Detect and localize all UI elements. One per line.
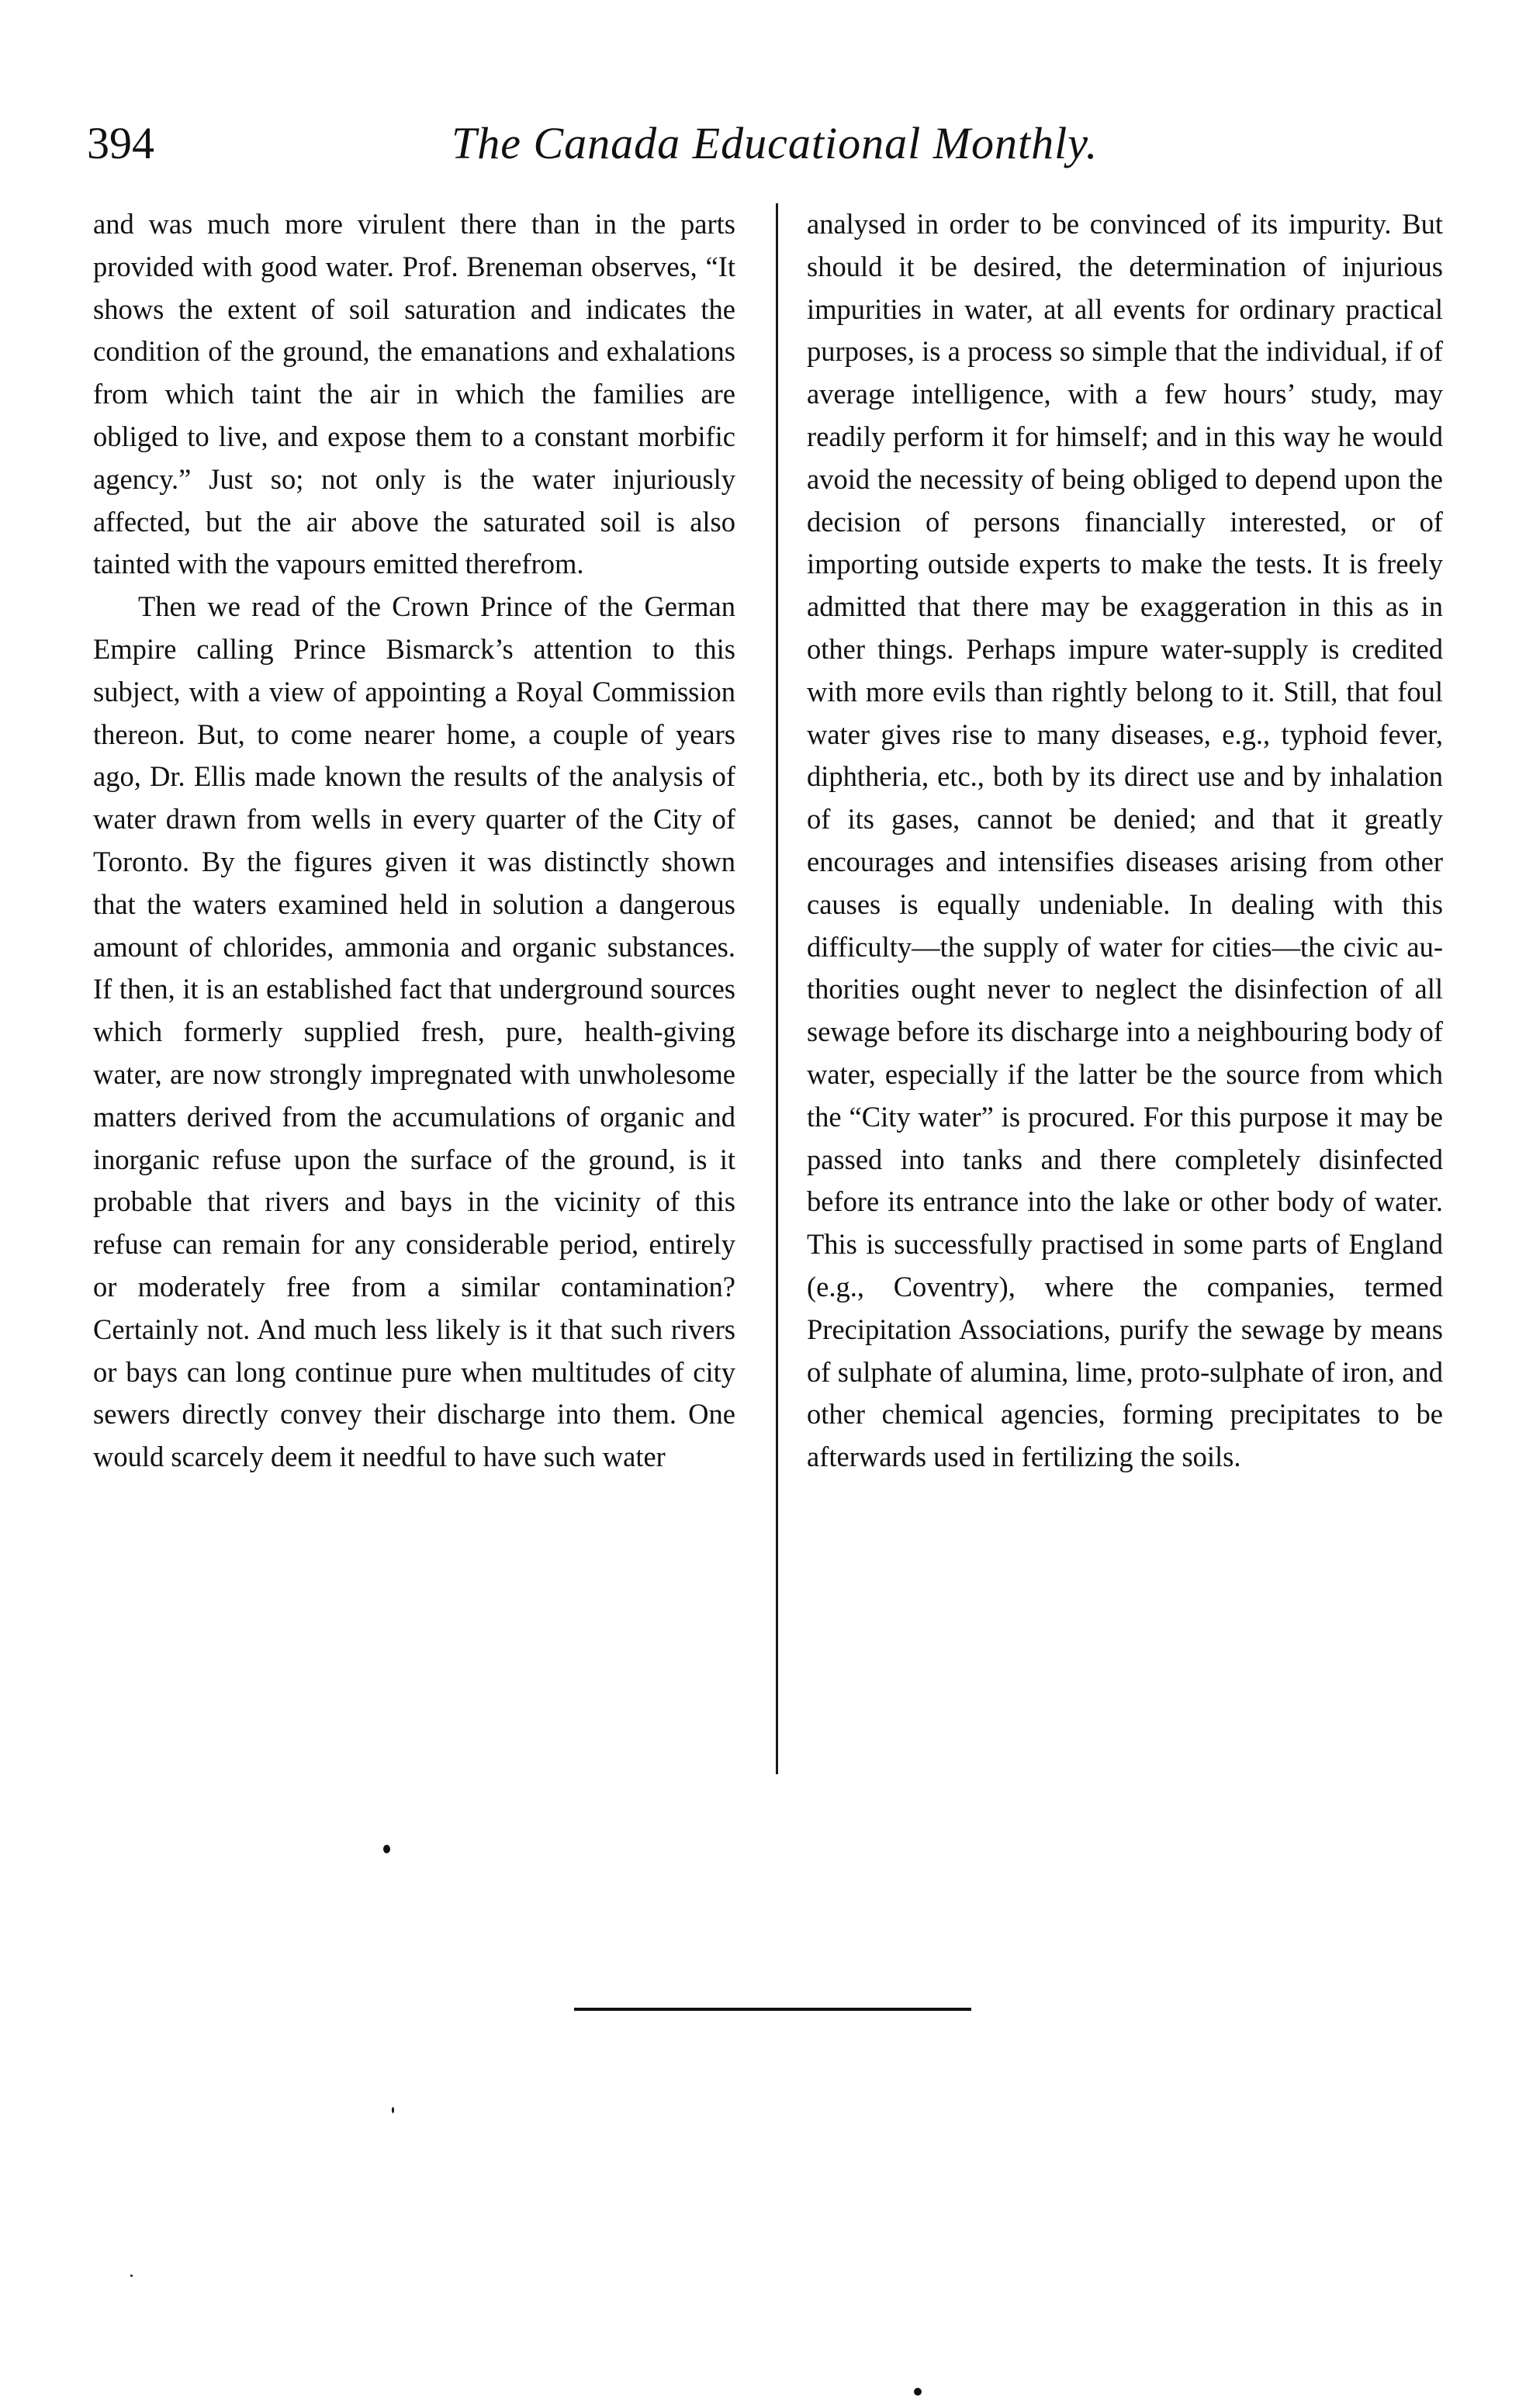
ink-speck — [914, 2388, 922, 2396]
column-divider — [776, 203, 778, 1774]
running-title: The Canada Educational Monthly. — [452, 118, 1099, 168]
page-number: 394 — [87, 118, 154, 168]
left-paragraph-2: Then we read of the Crown Prince of the German Empire calling Prince Bismarck’s attention to this subject, with a view of appointing a Royal Commission thereon. But, to come nearer home, a couple of years ago, Dr. Ellis made known the results of the analysis of water drawn from wells in every quarter of the City of Toronto. By the figures given it was distinctly shown that the waters examined held in solution a dangerous amount of chlorides, ammonia and organic substances. If then, it is an established fact that underground sources which formerly supplied fresh, pure, health-giving water, are now strongly impregnated with unwholesome matters derived from the accumulations of organic and inorganic refuse upon the surface of the ground, is it probable that rivers and bays in the vicinity of this refuse can remain for any considerable period, entirely or moderately free from a similar contamination? Certainly not. And much less likely is it that such rivers or bays can long continue pure when multitudes of city sewers directly convey their discharge into them. One would scarcely deem it needful to have such water — [93, 590, 735, 1473]
ink-speck — [383, 1845, 390, 1853]
ink-speck — [392, 2107, 394, 2113]
left-column — [93, 203, 735, 1479]
page-header — [87, 109, 1157, 178]
ink-speck — [130, 2275, 133, 2277]
right-column — [807, 203, 1443, 1479]
right-paragraph-1: analysed in order to be convinced of its impurity. But should it be desired, the determination of injurious impurities in water, at all events for ordinary practical purposes, is a process so simple that the individual, if of average intelligence, with a few hours’ study, may readily perform it for himself; and in this way he would avoid the necessity of being obliged to depend upon the decision of persons financially interested, or of importing outside experts to make the tests. It is freely admitted that there may be exaggeration in this as in other things. Perhaps impure water-supply is credited with more evils than rightly belong to it. Still, that foul water gives rise to many diseases, e.g., typhoid fever, diphtheria, etc., both by its direct use and by inhalation of its gases, cannot be denied; and that it greatly encourages and intensifies diseases arising from other causes is equally undeniable. In dealing with this difficulty—the supply of water for cities—the civic authorities ought never to neglect the disinfection of all sewage before its discharge into a neighbouring body of water, especially if the latter be the source from which the “City water” is procured. For this purpose it may be passed into tanks and there completely disinfected before its entrance into the lake or other body of water. This is successfully practised in some parts of England (e.g., Coventry), where the companies, termed Precipitation Associations, purify the sewage by means of sulphate of alumina, lime, proto-sulphate of iron, and other chemical agencies, forming precipitates to be afterwards used in fertilizing the soils. — [807, 208, 1443, 1473]
footer-rule — [574, 2008, 971, 2011]
left-paragraph-1: and was much more virulent there than in the parts provided with good water. Prof. Breneman observes, “It shows the extent of soil saturation and indicates the condition of the ground, the emanations and exhalations from which taint the air in which the families are obliged to live, and expose them to a constant morbific agency.” Just so; not only is the water injuriously affected, but the air above the saturated soil is also tainted with the vapours emitted therefrom. — [93, 208, 735, 580]
